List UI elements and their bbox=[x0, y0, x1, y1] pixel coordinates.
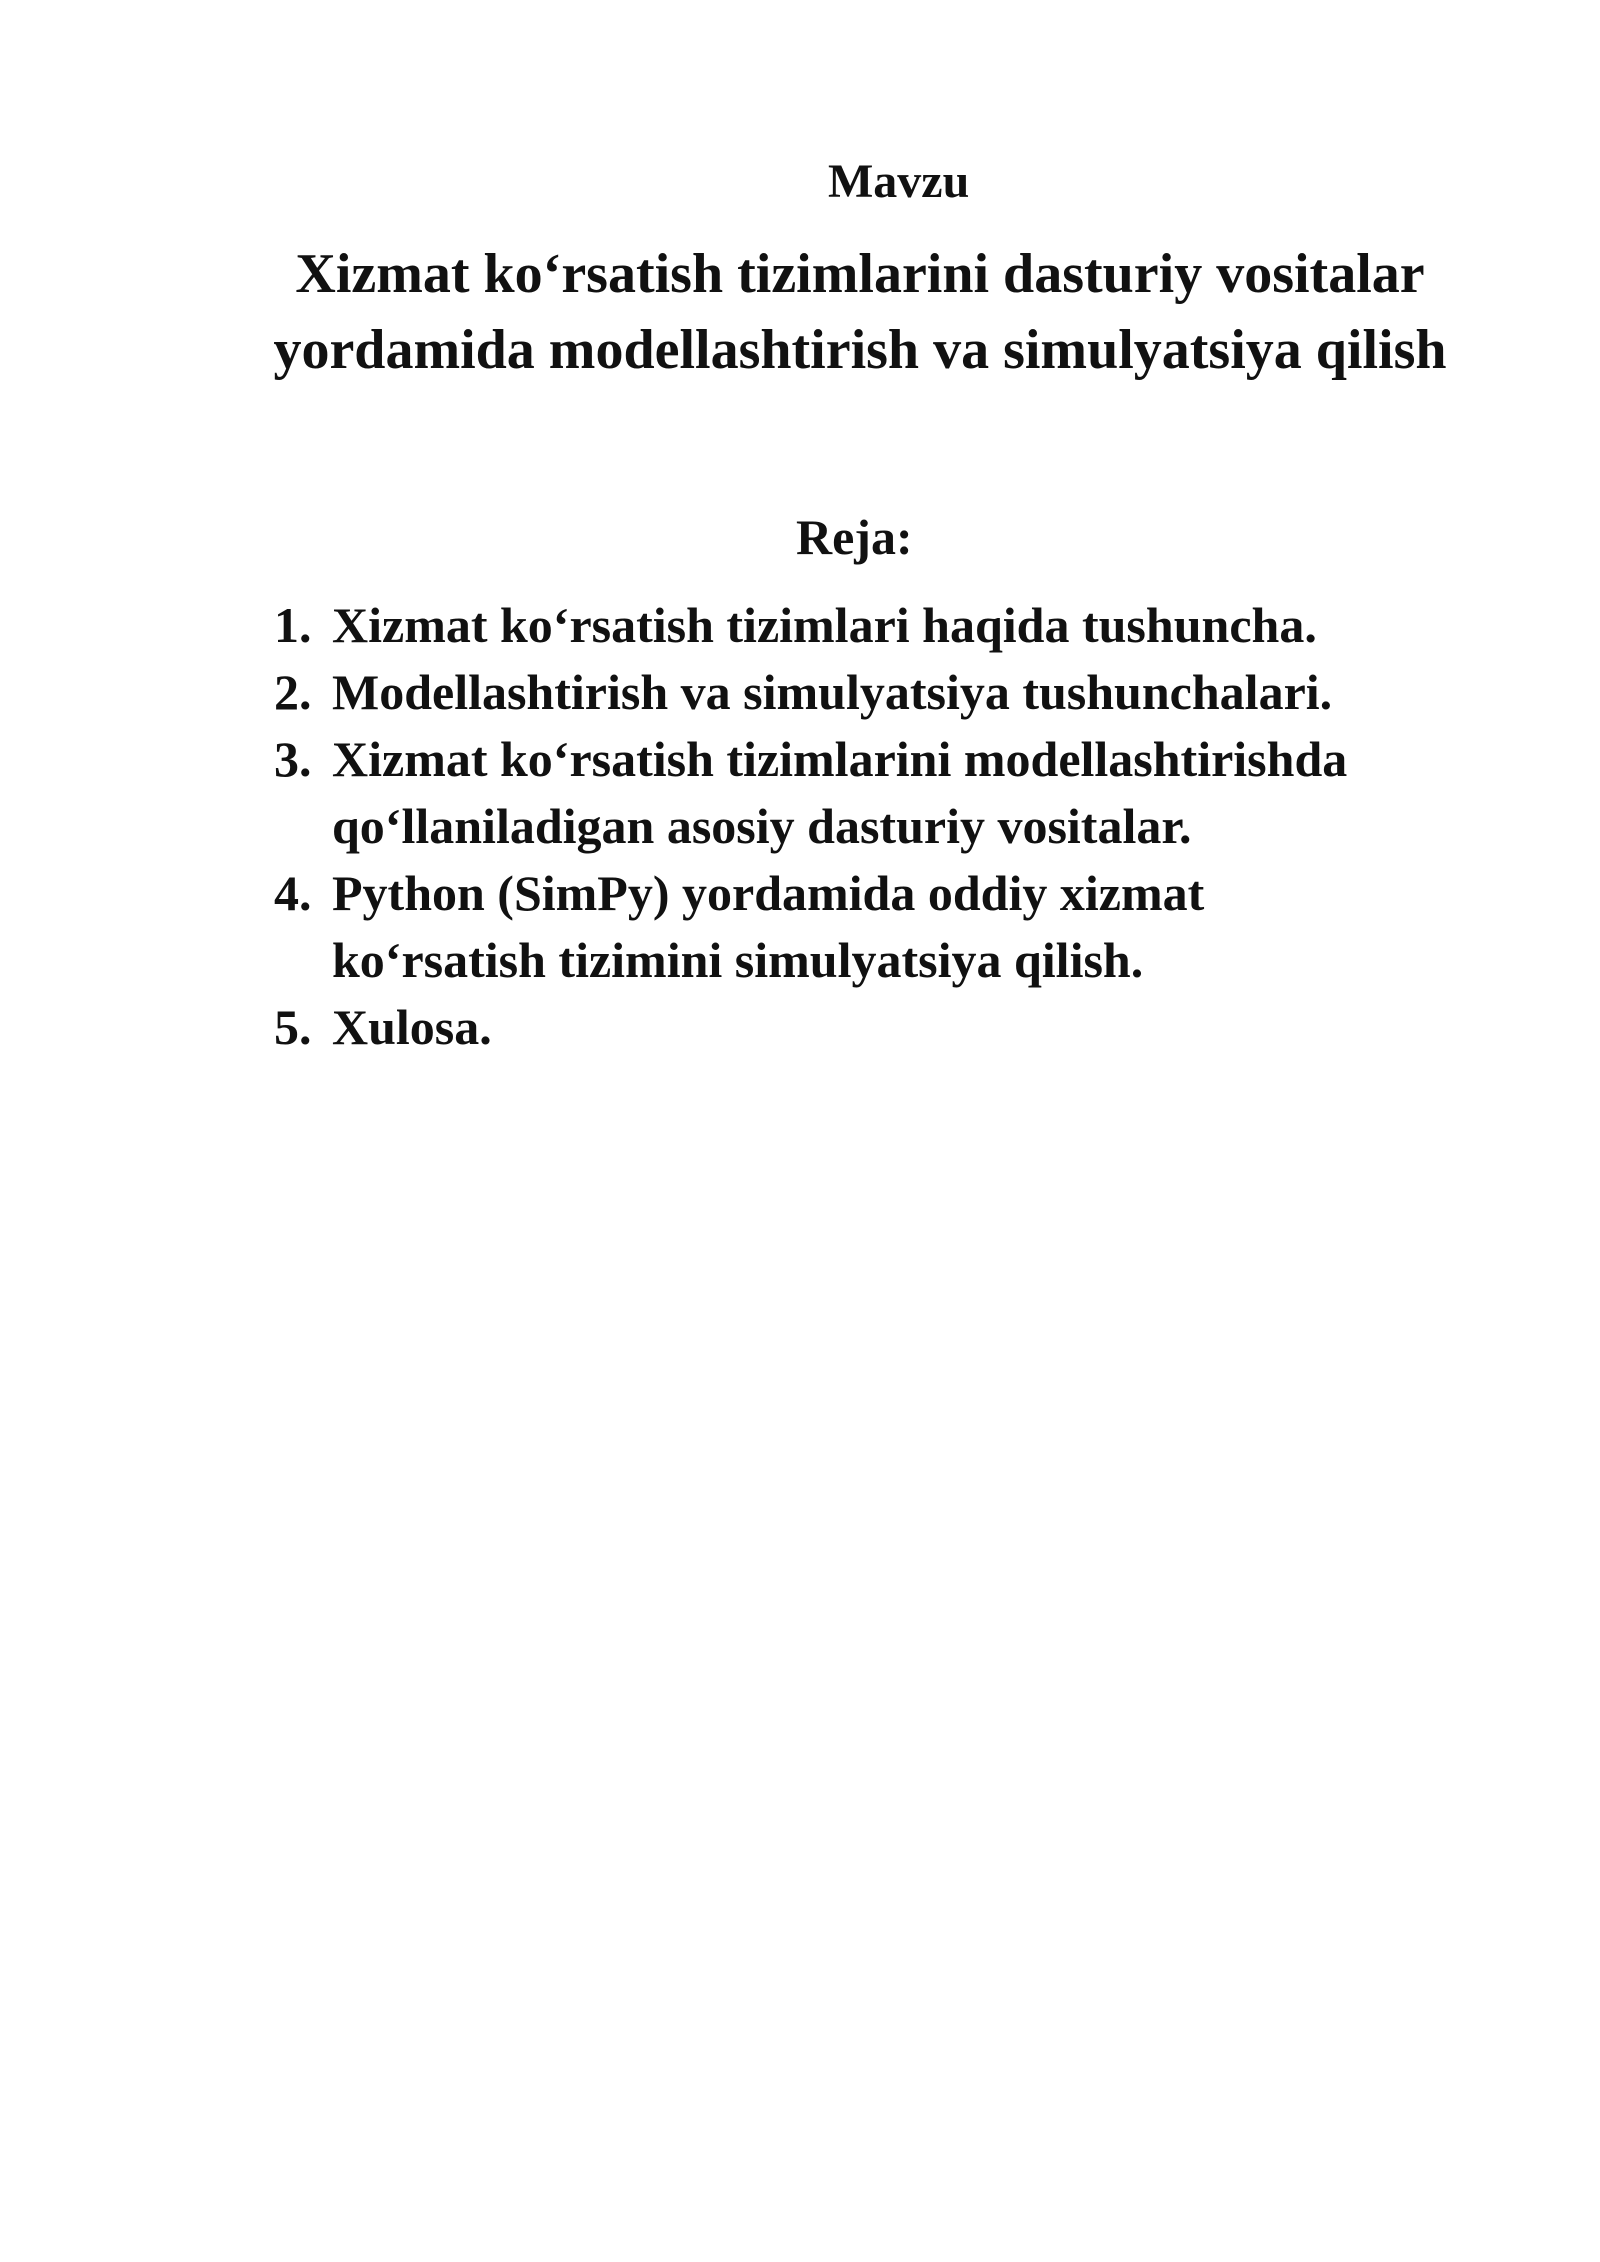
plan-item-line: qo‘llaniladigan asosiy dasturiy vositalar. bbox=[332, 798, 1192, 854]
plan-item-number: 4. bbox=[274, 865, 312, 921]
plan-item-line: Xizmat ko‘rsatish tizimlari haqida tushuncha. bbox=[332, 597, 1317, 653]
plan-item-line: Python (SimPy) yordamida oddiy xizmat bbox=[332, 865, 1205, 921]
plan-item-number: 1. bbox=[274, 597, 312, 653]
plan-item-text bbox=[332, 994, 1454, 1061]
subject-label: Mavzu bbox=[828, 155, 970, 208]
plan-item-line: Xizmat ko‘rsatish tizimlarini modellashtirishda bbox=[332, 731, 1348, 787]
plan-heading: Reja: bbox=[796, 509, 913, 565]
plan-item-line: ko‘rsatish tizimini simulyatsiya qilish. bbox=[332, 932, 1144, 988]
document-title bbox=[210, 236, 1510, 388]
plan-item-number: 2. bbox=[274, 664, 312, 720]
plan-item-text bbox=[332, 592, 1454, 659]
plan-item-number: 5. bbox=[274, 999, 312, 1055]
plan-item-number: 3. bbox=[274, 731, 312, 787]
plan-item bbox=[274, 860, 1454, 994]
plan-item-text bbox=[332, 659, 1454, 726]
plan-item bbox=[274, 592, 1454, 659]
title-line: Xizmat ko‘rsatish tizimlarini dasturiy vositalar bbox=[295, 243, 1425, 305]
plan-item-text bbox=[332, 726, 1454, 860]
plan-item-text bbox=[332, 860, 1454, 994]
title-line: yordamida modellashtirish va simulyatsiya qilish bbox=[273, 319, 1447, 381]
plan-item bbox=[274, 726, 1454, 860]
plan-item bbox=[274, 994, 1454, 1061]
plan-item bbox=[274, 659, 1454, 726]
plan-item-line: Modellashtirish va simulyatsiya tushunchalari. bbox=[332, 664, 1333, 720]
plan-item-line: Xulosa. bbox=[332, 999, 492, 1055]
plan-list bbox=[274, 592, 1454, 1061]
